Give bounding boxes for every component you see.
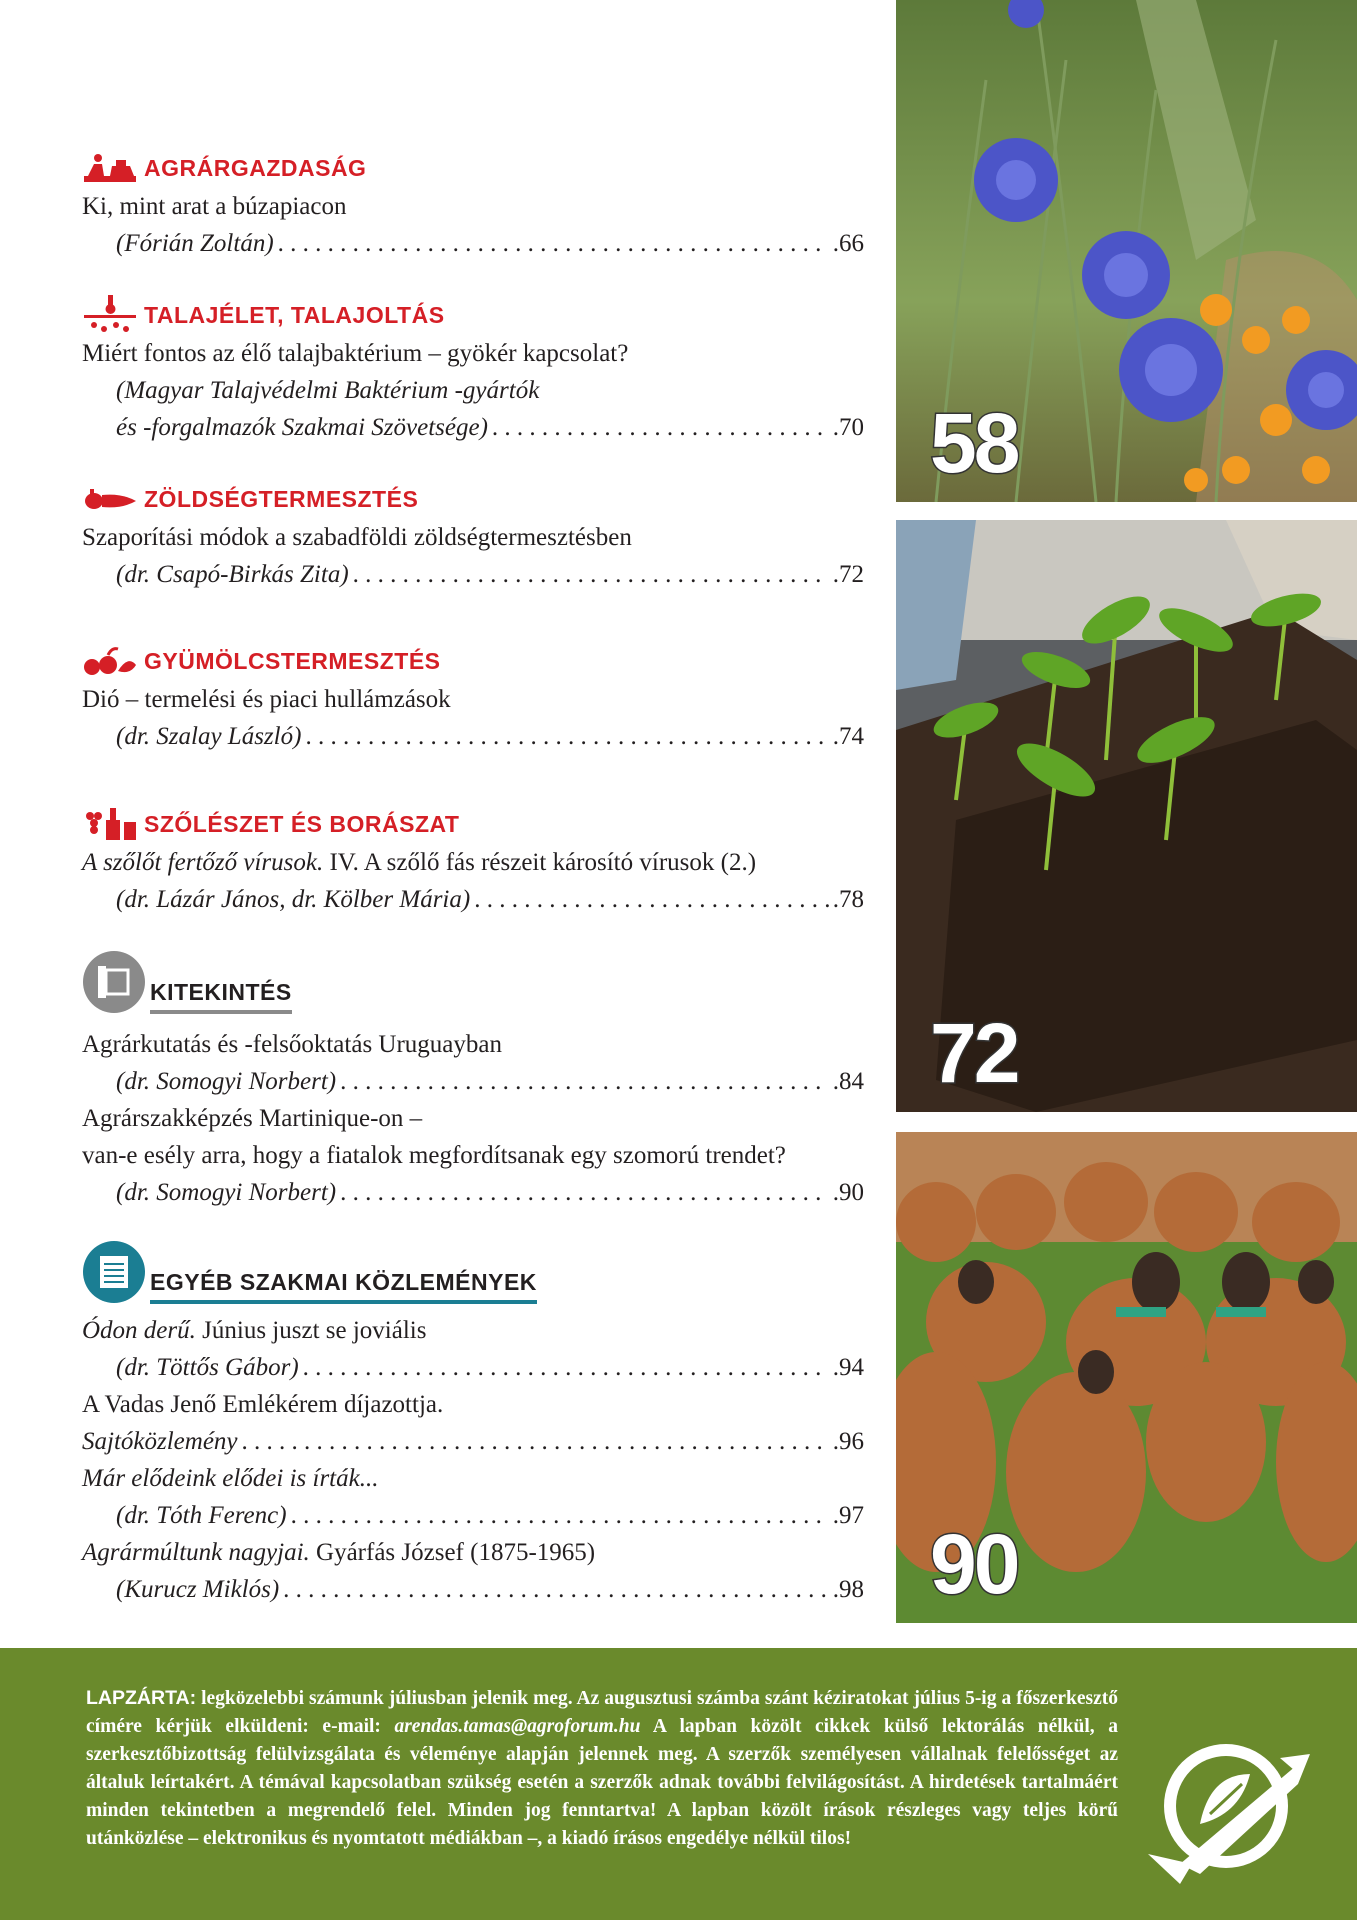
notepad-icon — [82, 1240, 150, 1304]
article-author: (dr. Töttős Gábor) — [116, 1354, 299, 1381]
leader-dots — [305, 718, 828, 755]
article-author: (dr. Csapó-Birkás Zita) — [116, 561, 349, 588]
article-author: (dr. Somogyi Norbert) — [116, 1068, 337, 1095]
section-header — [82, 295, 864, 335]
page-number: .94 — [832, 1354, 864, 1381]
article-author: (dr. Lázár János, dr. Kölber Mária) — [116, 886, 471, 913]
article-subtitle: van-e esély arra, hogy a fiatalok megfordítsanak egy szomorú trendet? — [82, 1142, 786, 1169]
section-header — [82, 479, 864, 519]
section-header — [82, 641, 864, 681]
article-author: és -forgalmazók Szakmai Szövetsége) — [116, 414, 488, 441]
section-szoleszet — [82, 804, 864, 918]
photo-seedlings[interactable] — [896, 520, 1357, 1112]
page-number: .66 — [832, 230, 864, 257]
article-title: Agrármúltunk nagyjai. Gyárfás József (1875-1965) — [82, 1539, 596, 1566]
article-title: Agrárkutatás és -felsőoktatás Uruguayban — [82, 1031, 502, 1058]
article-author: Sajtóközlemény — [82, 1428, 238, 1455]
article-title: Dió – termelési és piaci hullámzások — [82, 686, 451, 713]
toc-entry[interactable] — [82, 1174, 864, 1211]
section-kitekintes — [82, 950, 864, 1211]
photo-cornflowers[interactable] — [896, 0, 1357, 502]
toc-entry[interactable] — [82, 1423, 864, 1460]
section-title: ZÖLDSÉGTERMESZTÉS — [144, 485, 419, 512]
leader-dots — [340, 1174, 829, 1211]
page-ref-number: 58 — [930, 396, 1018, 490]
toc-entry[interactable] — [82, 225, 864, 262]
toc-entry[interactable] — [82, 1063, 864, 1100]
section-title: EGYÉB SZAKMAI KÖZLEMÉNYEK — [150, 1269, 537, 1304]
editor-email-link[interactable]: arendas.tamas@agroforum.hu — [394, 1716, 641, 1737]
article-title: A szőlőt fertőző vírusok. IV. A szőlő fás részeit károsító vírusok (2.) — [82, 849, 757, 876]
article-title: Miért fontos az élő talajbaktérium – gyökér kapcsolat? — [82, 340, 629, 367]
article-title: Szaporítási módok a szabadföldi zöldségtermesztésben — [82, 524, 632, 551]
publisher-logo — [1140, 1714, 1320, 1894]
article-author-line: (Magyar Talajvédelmi Baktérium -gyártók — [116, 377, 540, 404]
section-header — [82, 804, 864, 844]
page-number: .70 — [832, 414, 864, 441]
section-gyumolcs — [82, 641, 864, 755]
toc-entry[interactable] — [82, 1571, 864, 1608]
section-title: SZŐLÉSZET ÉS BORÁSZAT — [144, 810, 460, 837]
toc-entry[interactable] — [82, 1497, 864, 1534]
leader-dots — [353, 556, 829, 593]
page-number: .78 — [832, 886, 864, 913]
leader-dots — [291, 1497, 829, 1534]
leader-dots — [303, 1349, 829, 1386]
toc-entry[interactable] — [82, 1349, 864, 1386]
article-author: (dr. Szalay László) — [116, 723, 302, 750]
section-title: TALAJÉLET, TALAJOLTÁS — [144, 301, 445, 328]
section-header — [82, 950, 864, 1014]
section-title: GYÜMÖLCSTERMESZTÉS — [144, 647, 441, 674]
deadline-label: LAPZÁRTA: — [86, 1687, 197, 1709]
article-title: Ki, mint arat a búzapiacon — [82, 193, 347, 220]
toc-entry[interactable] — [82, 718, 864, 755]
leader-dots — [340, 1063, 829, 1100]
toc-entry[interactable] — [82, 409, 864, 446]
editorial-footer — [0, 1648, 1357, 1920]
editorial-notice: LAPZÁRTA: legközelebbi számunk júliusban jelenik meg. Az augusztusi számba szánt kéziratokat július 5-ig a főszerkesztő címére kérjük elküldeni: e-mail: arendas.tamas@agroforum.hu A lapban közölt cikkek külső lektorálás nélkül, a szerkesztőbizottság felülvizsgálata és véleménye alapján jelennek meg. A szerzők személyesen vállalnak felelősséget az általuk leírtakért. A témával kapcsolatban szükség esetén a szerzők adnak további felvilágosítást. A hirdetések tartalmáért minden tekintetben a megrendelő felel. Minden jog fenntartva! A lapban közölt írások részleges vagy teljes körű utánközlése – elektronikus és nyomtatott médiákban –, a kiadó írásos engedélye nélkül tilos! — [86, 1687, 1118, 1849]
article-title: Agrárszakképzés Martinique-on – — [82, 1105, 423, 1132]
section-title: KITEKINTÉS — [150, 979, 292, 1014]
page-number: .90 — [832, 1179, 864, 1206]
toc-entry[interactable] — [82, 881, 864, 918]
article-author: (Kurucz Miklós) — [116, 1576, 280, 1603]
page-number: .72 — [832, 561, 864, 588]
farm-icon — [82, 148, 140, 188]
leader-dots — [278, 225, 829, 262]
article-title: Ódon derű. Június juszt se joviális — [82, 1317, 427, 1344]
section-header — [82, 148, 864, 188]
section-title: AGRÁRGAZDASÁG — [144, 154, 367, 181]
page-number: .96 — [832, 1428, 864, 1455]
page-number: .84 — [832, 1068, 864, 1095]
article-author: (Fórián Zoltán) — [116, 230, 274, 257]
section-header — [82, 1240, 864, 1304]
section-talajelet — [82, 295, 864, 446]
vegetable-icon — [82, 479, 140, 519]
leader-dots — [242, 1423, 829, 1460]
leader-dots — [492, 409, 829, 446]
article-author: (dr. Tóth Ferenc) — [116, 1502, 287, 1529]
photo-sheep[interactable] — [896, 1132, 1357, 1623]
page-ref-number: 90 — [930, 1517, 1018, 1611]
section-agrargazdasag — [82, 148, 864, 262]
page-number: .98 — [832, 1576, 864, 1603]
fruit-icon — [82, 641, 140, 681]
grape-wine-icon — [82, 804, 140, 844]
window-outlook-icon — [82, 950, 150, 1014]
page-number: .97 — [832, 1502, 864, 1529]
section-zoldseg — [82, 479, 864, 593]
toc-entry[interactable] — [82, 556, 864, 593]
article-title: Már elődeink elődei is írták... — [82, 1465, 379, 1492]
page-ref-number: 72 — [930, 1006, 1018, 1100]
leader-dots — [283, 1571, 829, 1608]
article-title: A Vadas Jenő Emlékérem díjazottja. — [82, 1391, 444, 1418]
section-egyeb — [82, 1240, 864, 1608]
leader-dots — [474, 881, 829, 918]
page-number: .74 — [832, 723, 864, 750]
article-author: (dr. Somogyi Norbert) — [116, 1179, 337, 1206]
soil-bacteria-icon — [82, 295, 140, 335]
